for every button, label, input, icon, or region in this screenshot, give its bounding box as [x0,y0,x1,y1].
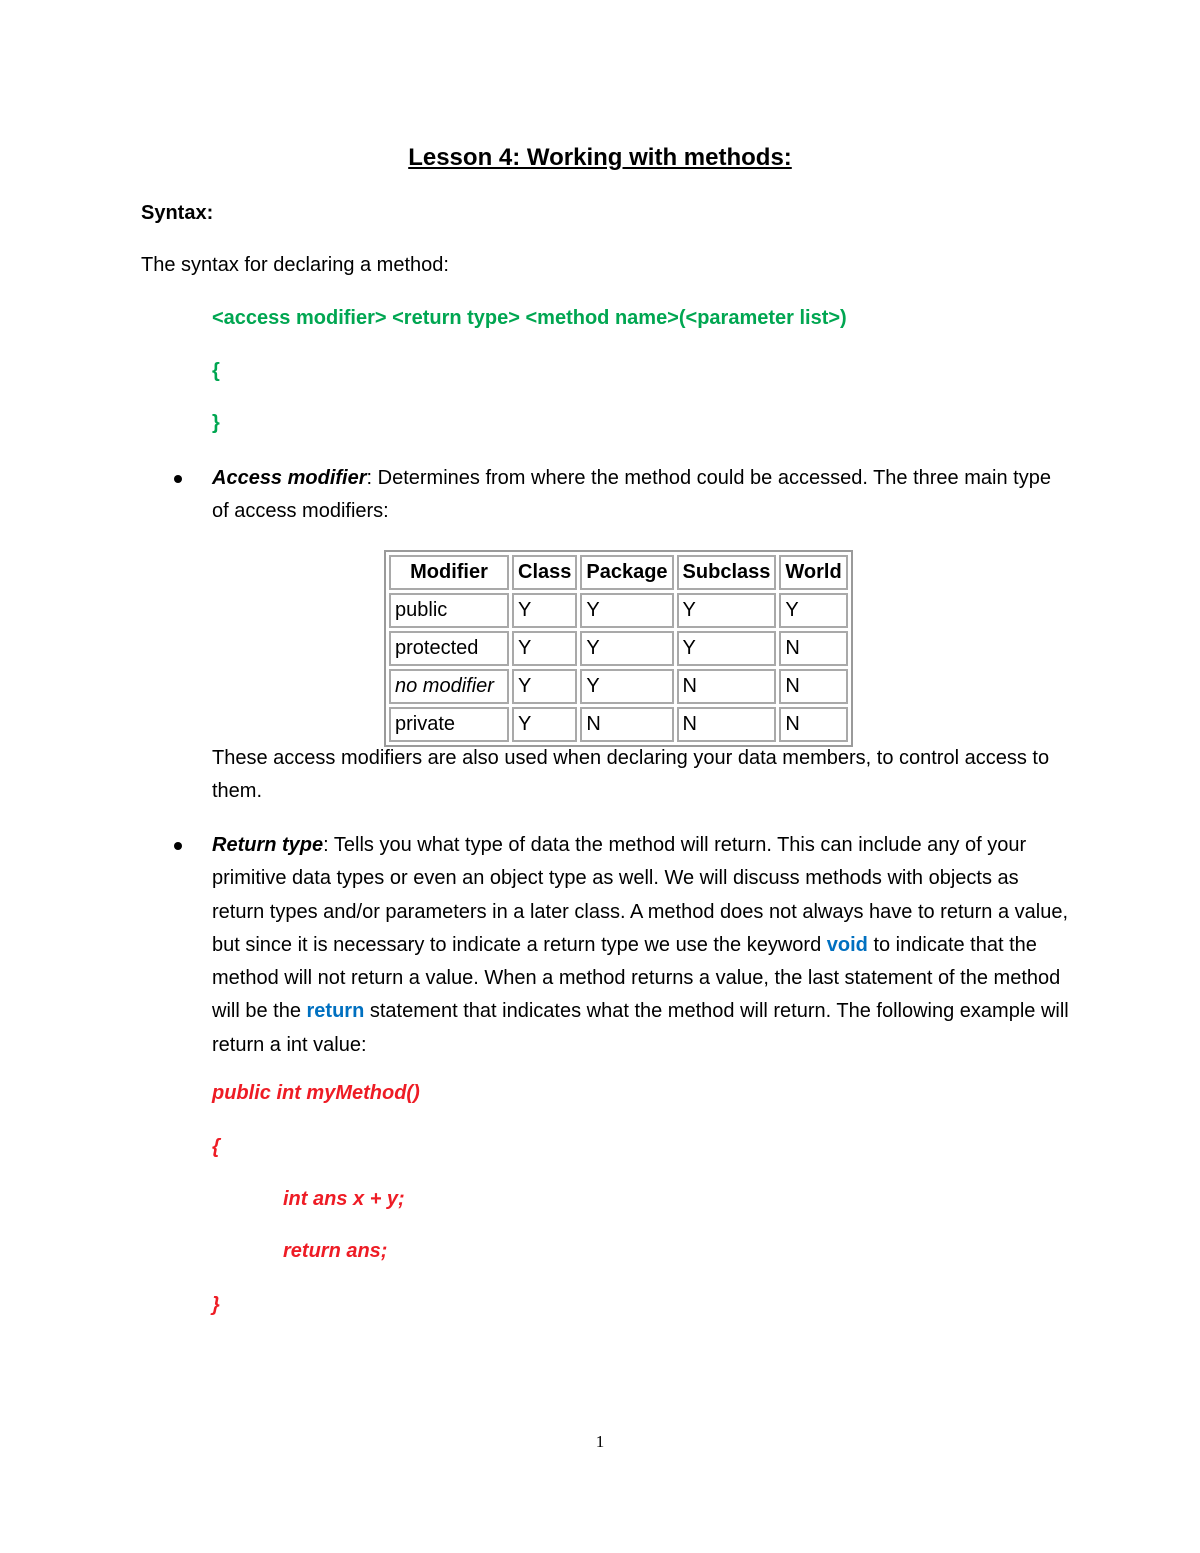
table-cell: N [677,707,777,742]
table-cell: N [779,631,847,666]
access-modifier-table [384,550,853,747]
table-cell: Y [677,593,777,628]
table-row [389,593,848,628]
table-header-cell: World [779,555,847,590]
bullet-return-type [174,842,182,850]
page-title: Lesson 4: Working with methods: [408,144,792,171]
page-number: 1 [595,1432,605,1451]
table-header-cell: Package [580,555,673,590]
syntax-code-line: <access modifier> <return type> <method name>(<parameter list>) [212,307,847,329]
return-type-text-2: to indicate that the method will not return a value. When a method returns a value, the last statement of the method will be the [212,933,1061,1023]
keyword-return: return [306,1000,365,1023]
after-table-paragraph: These access modifiers are also used when declaring your data members, to control access to them. [212,747,1050,803]
access-modifier-paragraph [212,462,1072,529]
table-cell: protected [389,631,509,666]
table-cell: Y [580,593,673,628]
keyword-void: void [826,933,868,956]
table-cell: Y [512,707,577,742]
table-cell: Y [779,593,847,628]
syntax-close-brace: } [212,412,220,434]
table-cell: Y [580,669,673,704]
table-row [389,669,848,704]
table-cell: N [580,707,673,742]
return-type-text-3: statement that indicates what the method will return. The following example will return a int value: [212,1000,1069,1056]
table-cell: N [779,707,847,742]
return-type-term: Return type [212,834,324,856]
return-type-text-1: : Tells you what type of data the method will return. This can include any of your primitive data types or even an object type as well. We will discuss methods with objects as return types and/or parameters in a later class. A method does not always have to return a value, but since it is necessary to indicate a return type we use the keyword [212,834,1069,956]
syntax-open-brace: { [212,360,220,382]
table-cell: Y [512,631,577,666]
table-header-cell: Class [512,555,577,590]
table-cell: private [389,707,509,742]
syntax-heading: Syntax: [141,202,214,224]
table-header-cell: Subclass [677,555,777,590]
bullet-access-modifier [174,475,182,483]
table-cell: no modifier [389,669,509,704]
syntax-intro: The syntax for declaring a method: [141,254,449,276]
example-line-1: int ans x + y; [283,1188,405,1210]
example-close-brace: } [212,1294,220,1316]
example-signature: public int myMethod() [212,1082,420,1104]
table-cell: Y [677,631,777,666]
table-cell: Y [580,631,673,666]
table-header-cell: Modifier [389,555,509,590]
example-open-brace: { [212,1136,220,1158]
table-row [389,707,848,742]
return-type-paragraph [212,829,1072,1062]
table-cell: Y [512,593,577,628]
table-cell: Y [512,669,577,704]
access-modifier-text: : Determines from where the method could be accessed. The three main type of access modifiers: [212,467,1051,523]
table-header-row [389,555,848,590]
table-cell: N [677,669,777,704]
table-cell: public [389,593,509,628]
table-cell: N [779,669,847,704]
example-line-2: return ans; [283,1240,388,1262]
access-modifier-term: Access modifier [212,467,367,489]
table-row [389,631,848,666]
